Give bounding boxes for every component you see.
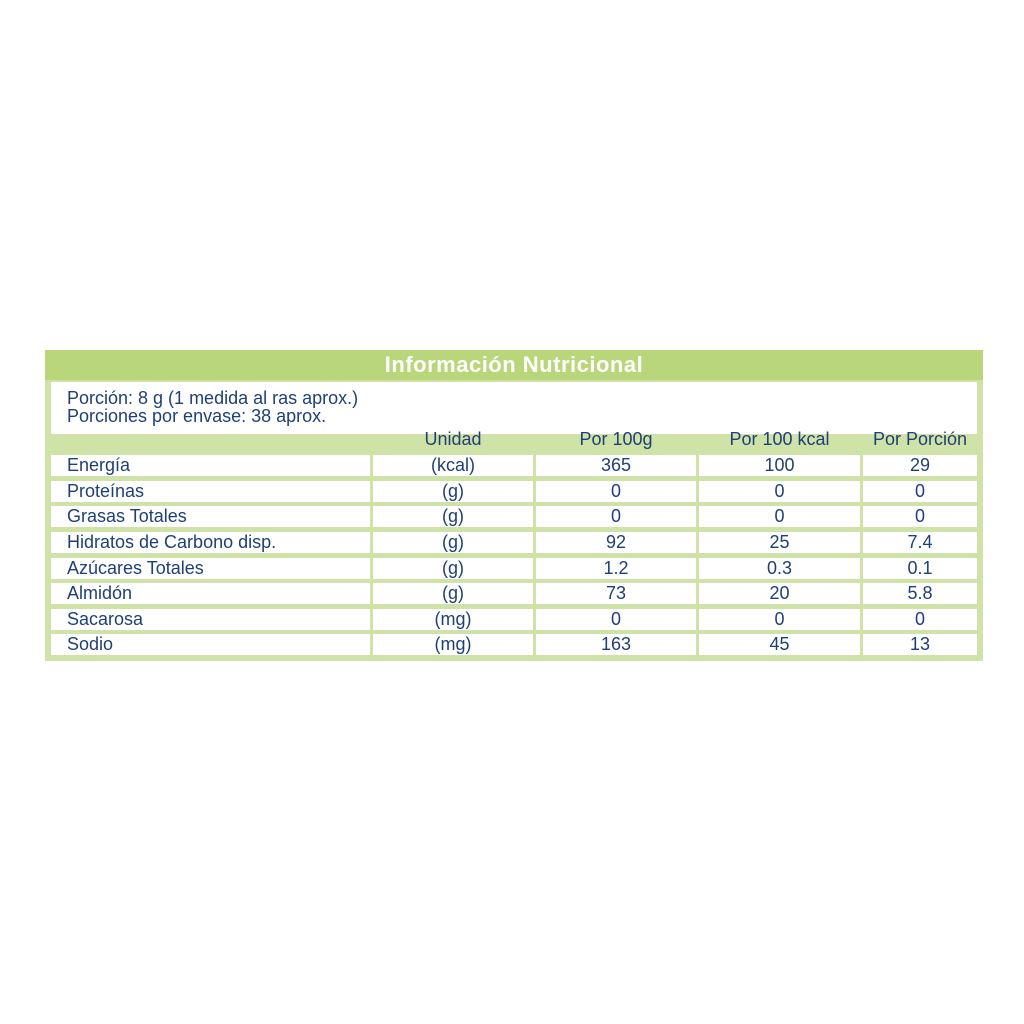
header-per-100kcal: Por 100 kcal (729, 429, 830, 449)
value-per-portion: 0 (863, 481, 977, 502)
value-per-100g: 365 (536, 455, 696, 476)
value-per-100g: 0 (536, 609, 696, 630)
value-per-portion: 7.4 (863, 532, 977, 553)
value-per-100g: 73 (536, 583, 696, 604)
table-title: Información Nutricional (45, 350, 983, 380)
value-per-100g: 0 (536, 506, 696, 527)
header-per-portion: Por Porción (872, 429, 968, 449)
value-per-100g: 1.2 (536, 558, 696, 579)
nutrient-unit: (mg) (373, 609, 533, 630)
nutrient-name: Grasas Totales (51, 506, 370, 527)
table-row (51, 558, 977, 579)
nutrient-name: Almidón (51, 583, 370, 604)
value-per-100kcal: 20 (699, 583, 860, 604)
header-unit: Unidad (424, 429, 482, 449)
table-header-row (51, 429, 977, 450)
value-per-portion: 0 (863, 506, 977, 527)
table-row (51, 634, 977, 655)
value-per-100kcal: 45 (699, 634, 860, 655)
value-per-100kcal: 0 (699, 506, 860, 527)
table-row (51, 583, 977, 604)
table-row (51, 506, 977, 527)
nutrient-unit: (kcal) (373, 455, 533, 476)
nutrient-unit: (g) (373, 506, 533, 527)
value-per-portion: 13 (863, 634, 977, 655)
nutrient-unit: (g) (373, 481, 533, 502)
portion-size: Porción: 8 g (1 medida al ras aprox.) (67, 388, 359, 408)
value-per-portion: 0 (863, 609, 977, 630)
value-per-portion: 5.8 (863, 583, 977, 604)
nutrient-name: Sacarosa (51, 609, 370, 630)
nutrient-name: Proteínas (51, 481, 370, 502)
portion-info (51, 382, 977, 434)
nutrition-table (45, 350, 983, 661)
header-per-100g: Por 100g (579, 429, 653, 449)
value-per-100kcal: 25 (699, 532, 860, 553)
nutrient-unit: (mg) (373, 634, 533, 655)
table-row (51, 609, 977, 630)
value-per-portion: 0.1 (863, 558, 977, 579)
value-per-100g: 163 (536, 634, 696, 655)
value-per-100g: 0 (536, 481, 696, 502)
table-row (51, 532, 977, 553)
value-per-100kcal: 100 (699, 455, 860, 476)
value-per-100kcal: 0.3 (699, 558, 860, 579)
nutrient-unit: (g) (373, 532, 533, 553)
value-per-portion: 29 (863, 455, 977, 476)
value-per-100kcal: 0 (699, 481, 860, 502)
nutrient-name: Energía (51, 455, 370, 476)
nutrient-unit: (g) (373, 558, 533, 579)
nutrient-unit: (g) (373, 583, 533, 604)
table-row (51, 481, 977, 502)
table-row (51, 455, 977, 476)
portions-per-package: Porciones por envase: 38 aprox. (67, 406, 327, 426)
value-per-100g: 92 (536, 532, 696, 553)
nutrient-name: Sodio (51, 634, 370, 655)
nutrient-name: Hidratos de Carbono disp. (51, 532, 370, 553)
nutrient-name: Azúcares Totales (51, 558, 370, 579)
header-nutrient (51, 429, 370, 450)
value-per-100kcal: 0 (699, 609, 860, 630)
